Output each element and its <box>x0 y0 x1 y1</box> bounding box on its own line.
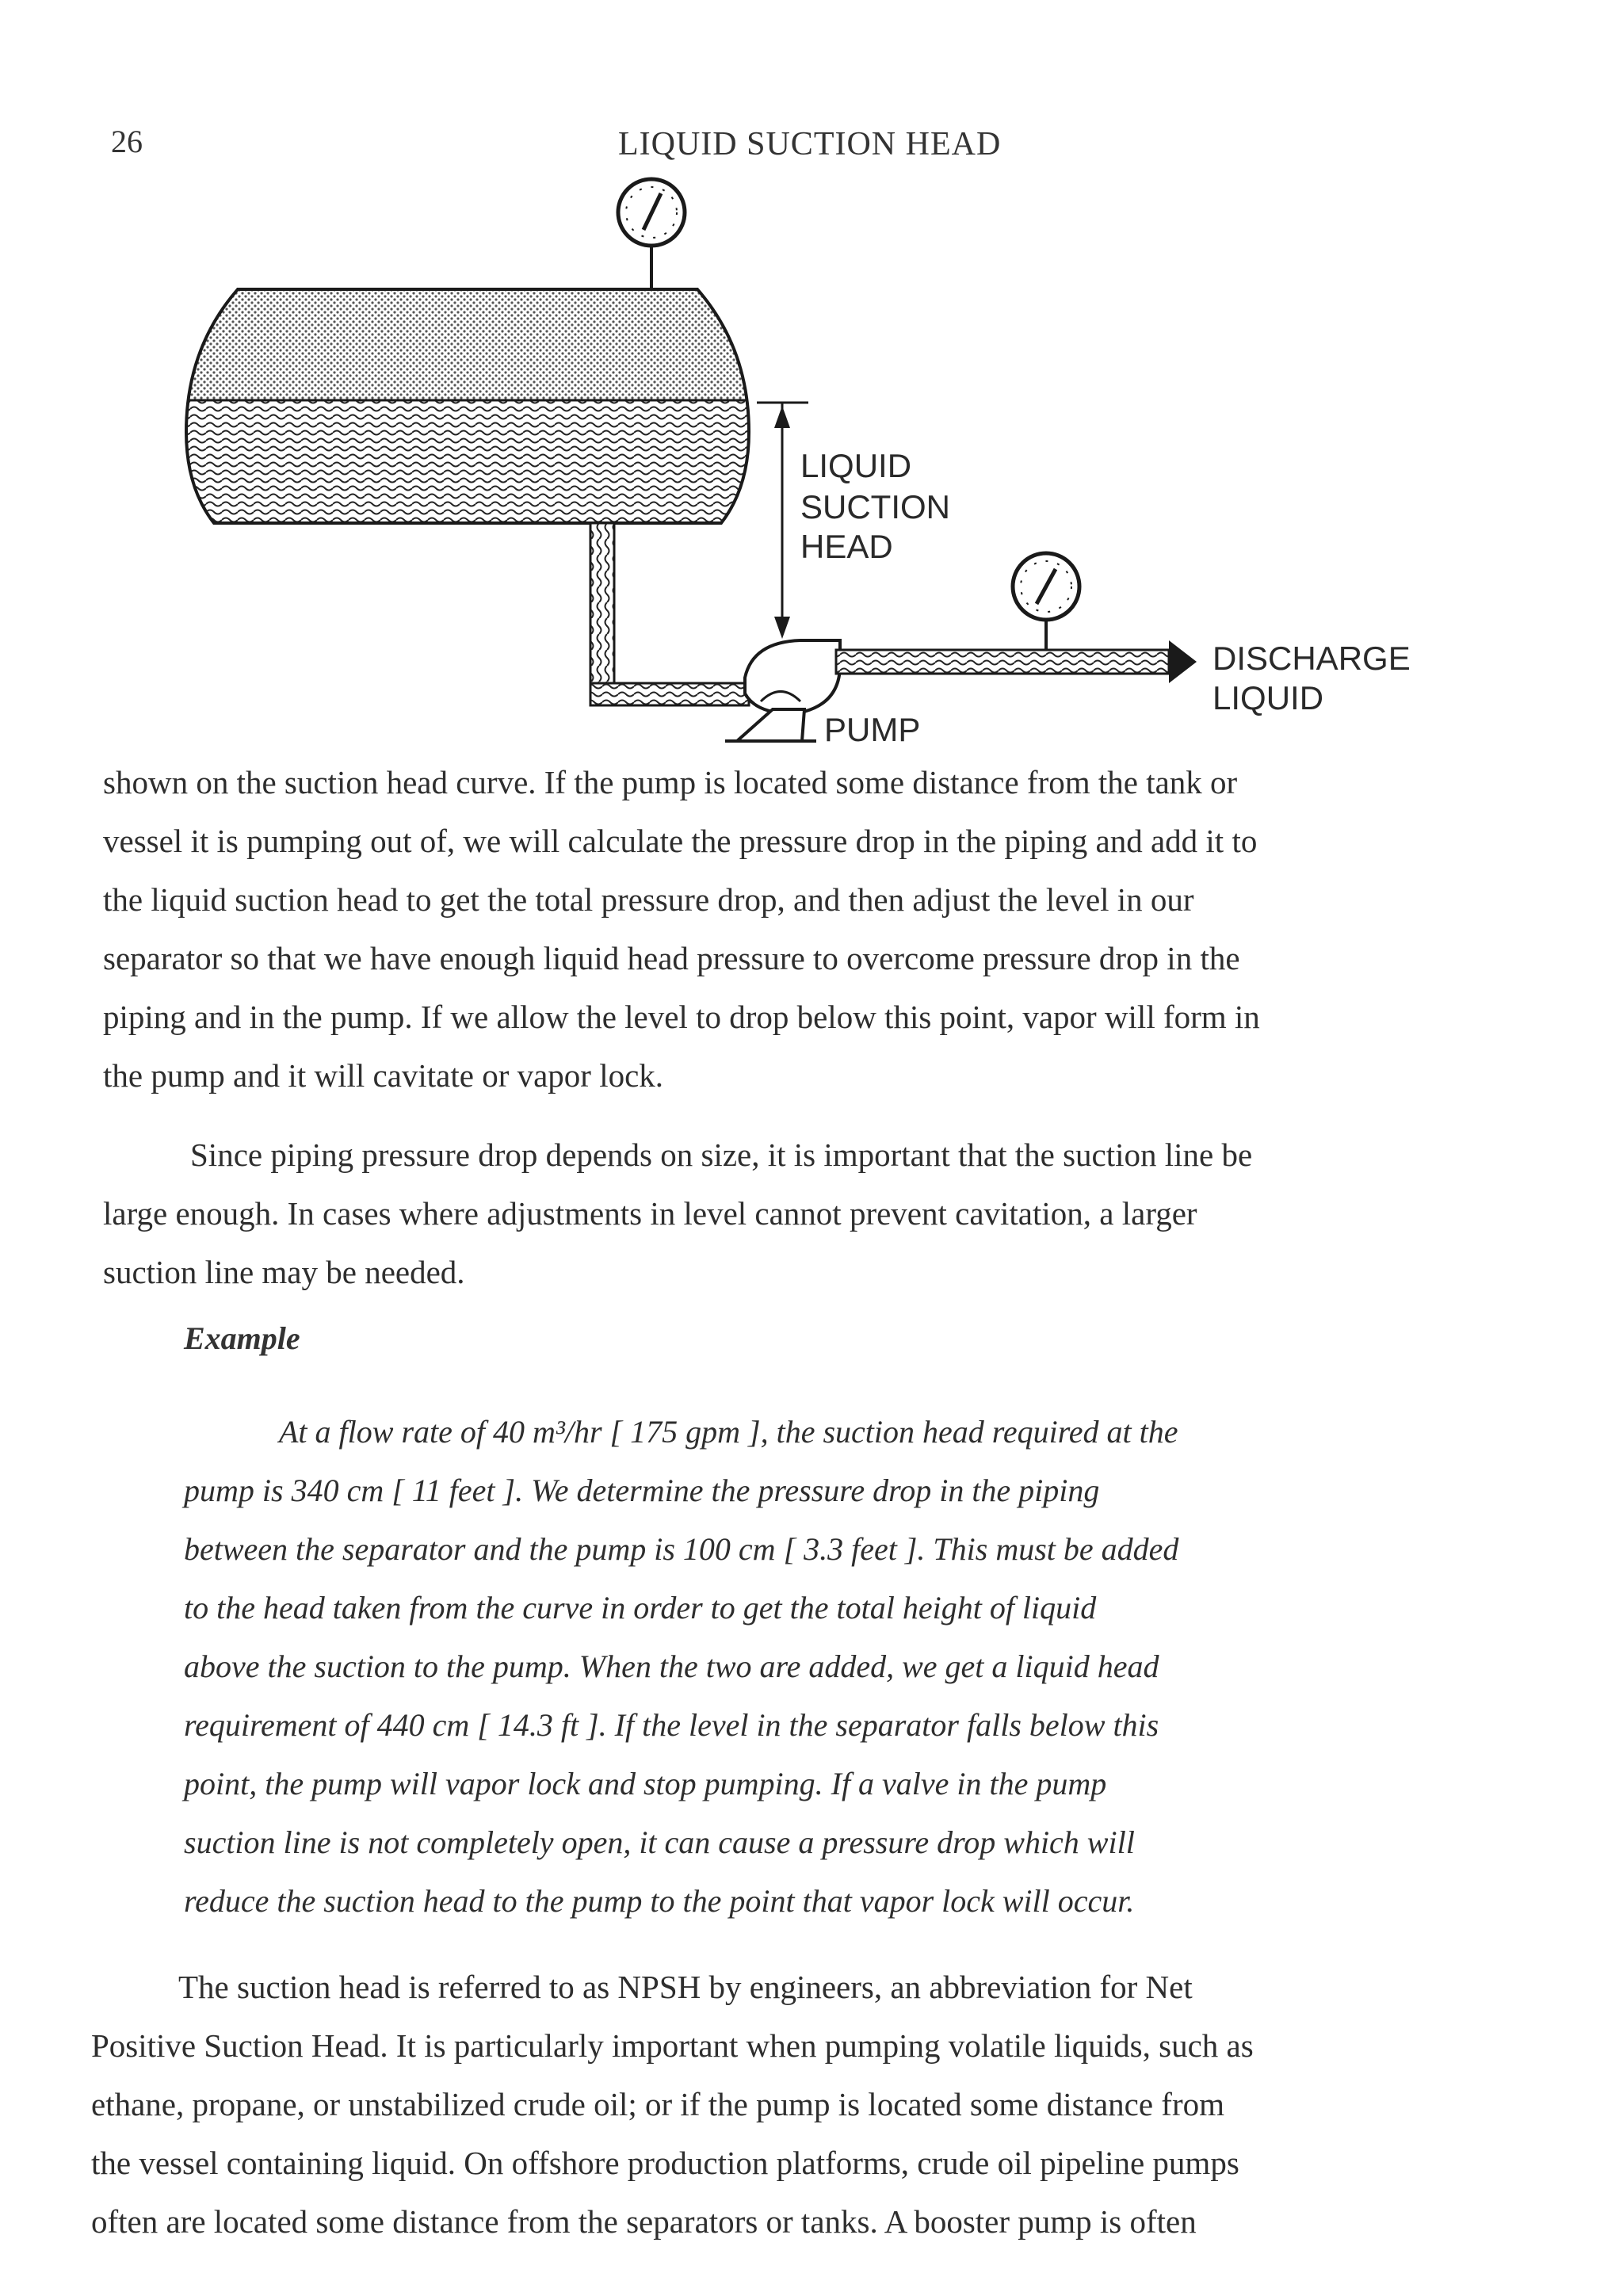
body-line: separator so that we have enough liquid head pressure to overcome pressure drop in the <box>103 940 1240 976</box>
body-paragraph-3 <box>91 1958 1510 2251</box>
body-line: Positive Suction Head. It is particularly important when pumping volatile liquids, such as <box>91 2027 1254 2064</box>
example-heading: Example <box>184 1320 300 1356</box>
example-line: point, the pump will vapor lock and stop pumping. If a valve in the pump <box>184 1766 1107 1801</box>
body-line: suction line may be needed. <box>103 1254 465 1290</box>
discharge-label-line-1: DISCHARGE <box>1212 640 1411 677</box>
body-line: large enough. In cases where adjustments in level cannot prevent cavitation, a larger <box>103 1195 1197 1232</box>
example-line: above the suction to the pump. When the two are added, we get a liquid head <box>184 1648 1159 1684</box>
separator-vessel <box>182 285 753 527</box>
discharge-pressure-gauge-icon <box>1013 553 1079 650</box>
head-label-line-3: HEAD <box>800 528 893 565</box>
body-line: vessel it is pumping out of, we will calculate the pressure drop in the piping and add it to <box>103 823 1258 859</box>
example-line: At a flow rate of 40 m³/hr [ 175 gpm ], the suction head required at the <box>279 1414 1178 1450</box>
head-label-line-1: LIQUID <box>800 447 912 484</box>
body-paragraph-2 <box>103 1125 1514 1301</box>
body-line: ethane, propane, or unstabilized crude oil; or if the pump is located some distance from <box>91 2086 1224 2122</box>
pump-label: PUMP <box>824 711 921 748</box>
body-line: the vessel containing liquid. On offshore production platforms, crude oil pipeline pumps <box>91 2145 1239 2181</box>
suction-pipe <box>590 523 749 705</box>
pressure-gauge-icon <box>618 179 685 289</box>
example-paragraph <box>184 1403 1420 1931</box>
example-line: between the separator and the pump is 100 cm [ 3.3 feet ]. This must be added <box>184 1531 1179 1567</box>
example-line: pump is 340 cm [ 11 feet ]. We determine the pressure drop in the piping <box>184 1473 1100 1508</box>
body-line: the liquid suction head to get the total pressure drop, and then adjust the level in our <box>103 881 1194 918</box>
body-line: Since piping pressure drop depends on size, it is important that the suction line be <box>190 1137 1253 1173</box>
body-line: The suction head is referred to as NPSH by engineers, an abbreviation for Net <box>178 1969 1193 2005</box>
discharge-pipe <box>836 640 1197 683</box>
body-line: the pump and it will cavitate or vapor lock. <box>103 1057 664 1094</box>
body-line: piping and in the pump. If we allow the level to drop below this point, vapor will form in <box>103 999 1260 1035</box>
pump-suction-diagram <box>0 0 1623 761</box>
body-line: often are located some distance from the separators or tanks. A booster pump is often <box>91 2203 1197 2240</box>
example-line: to the head taken from the curve in order to get the total height of liquid <box>184 1590 1097 1626</box>
running-head-title: LIQUID SUCTION HEAD <box>618 126 1002 162</box>
example-line: reduce the suction head to the pump to the point that vapor lock will occur. <box>184 1883 1135 1919</box>
example-line: suction line is not completely open, it can cause a pressure drop which will <box>184 1824 1135 1860</box>
body-line: shown on the suction head curve. If the pump is located some distance from the tank or <box>103 764 1238 800</box>
page-number: 26 <box>111 124 143 159</box>
body-paragraph-1 <box>103 753 1514 1105</box>
example-line: requirement of 440 cm [ 14.3 ft ]. If the level in the separator falls below this <box>184 1707 1159 1743</box>
head-label-line-2: SUCTION <box>800 488 950 525</box>
discharge-label-line-2: LIQUID <box>1212 679 1324 716</box>
